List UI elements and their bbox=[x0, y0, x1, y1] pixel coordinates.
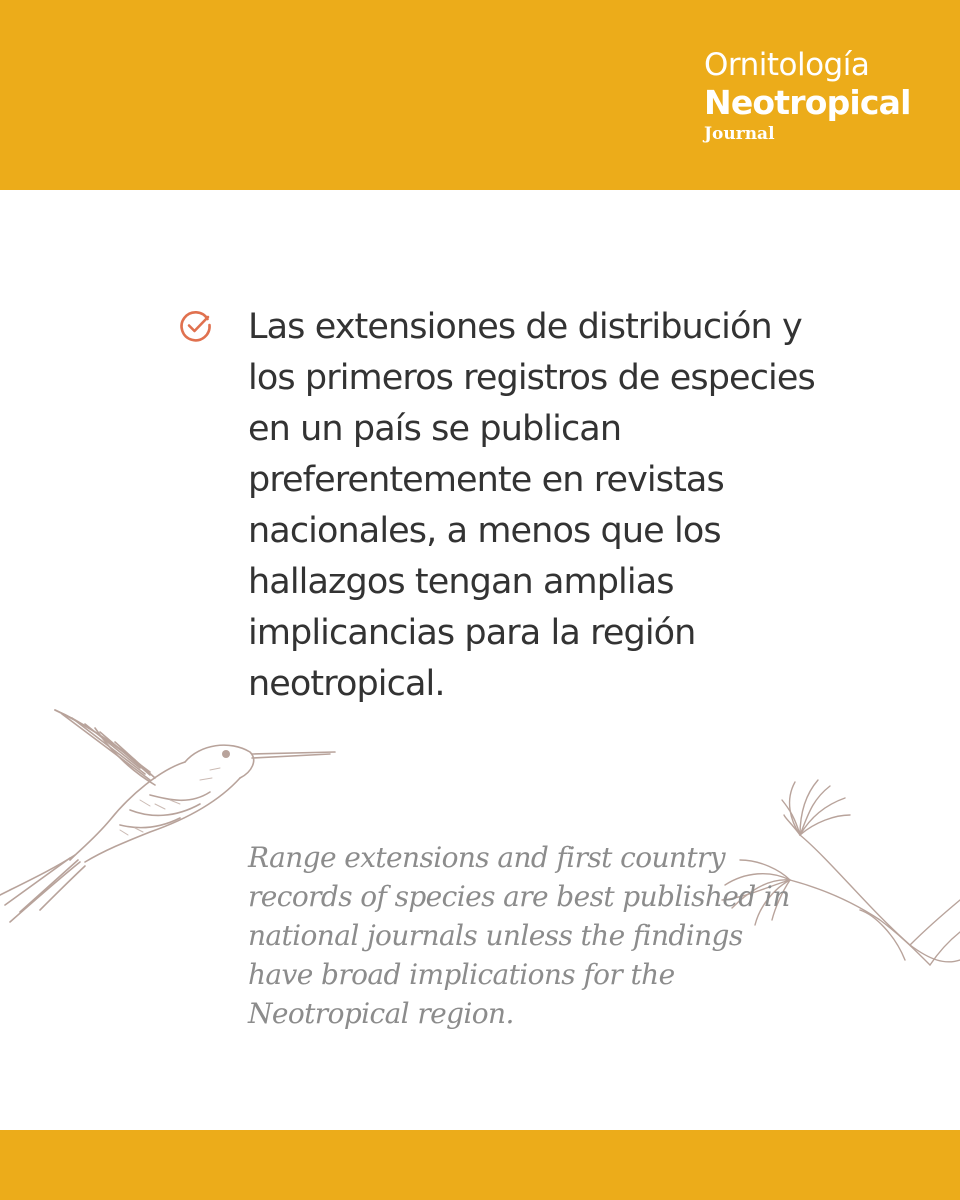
english-statement: Range extensions and first country records of species are best published in national journals unless the findings have broad implications for the Neotropical region. bbox=[248, 841, 790, 1030]
logo-subtitle-journal: Journal bbox=[704, 124, 775, 144]
logo-title-ornitologia: Ornitología bbox=[704, 47, 870, 83]
logo-title-neotropical: Neotropical bbox=[704, 83, 911, 122]
header-band bbox=[0, 0, 960, 190]
spanish-statement: Las extensiones de distribución y los primeros registros de especies en un país se publican preferentemente en revistas nacionales, a menos que los hallazgos tengan amplias implicancias para la región neotropical. bbox=[248, 307, 815, 704]
check-circle-icon bbox=[178, 308, 214, 344]
journal-logo bbox=[704, 47, 911, 144]
footer-band bbox=[0, 1130, 960, 1200]
